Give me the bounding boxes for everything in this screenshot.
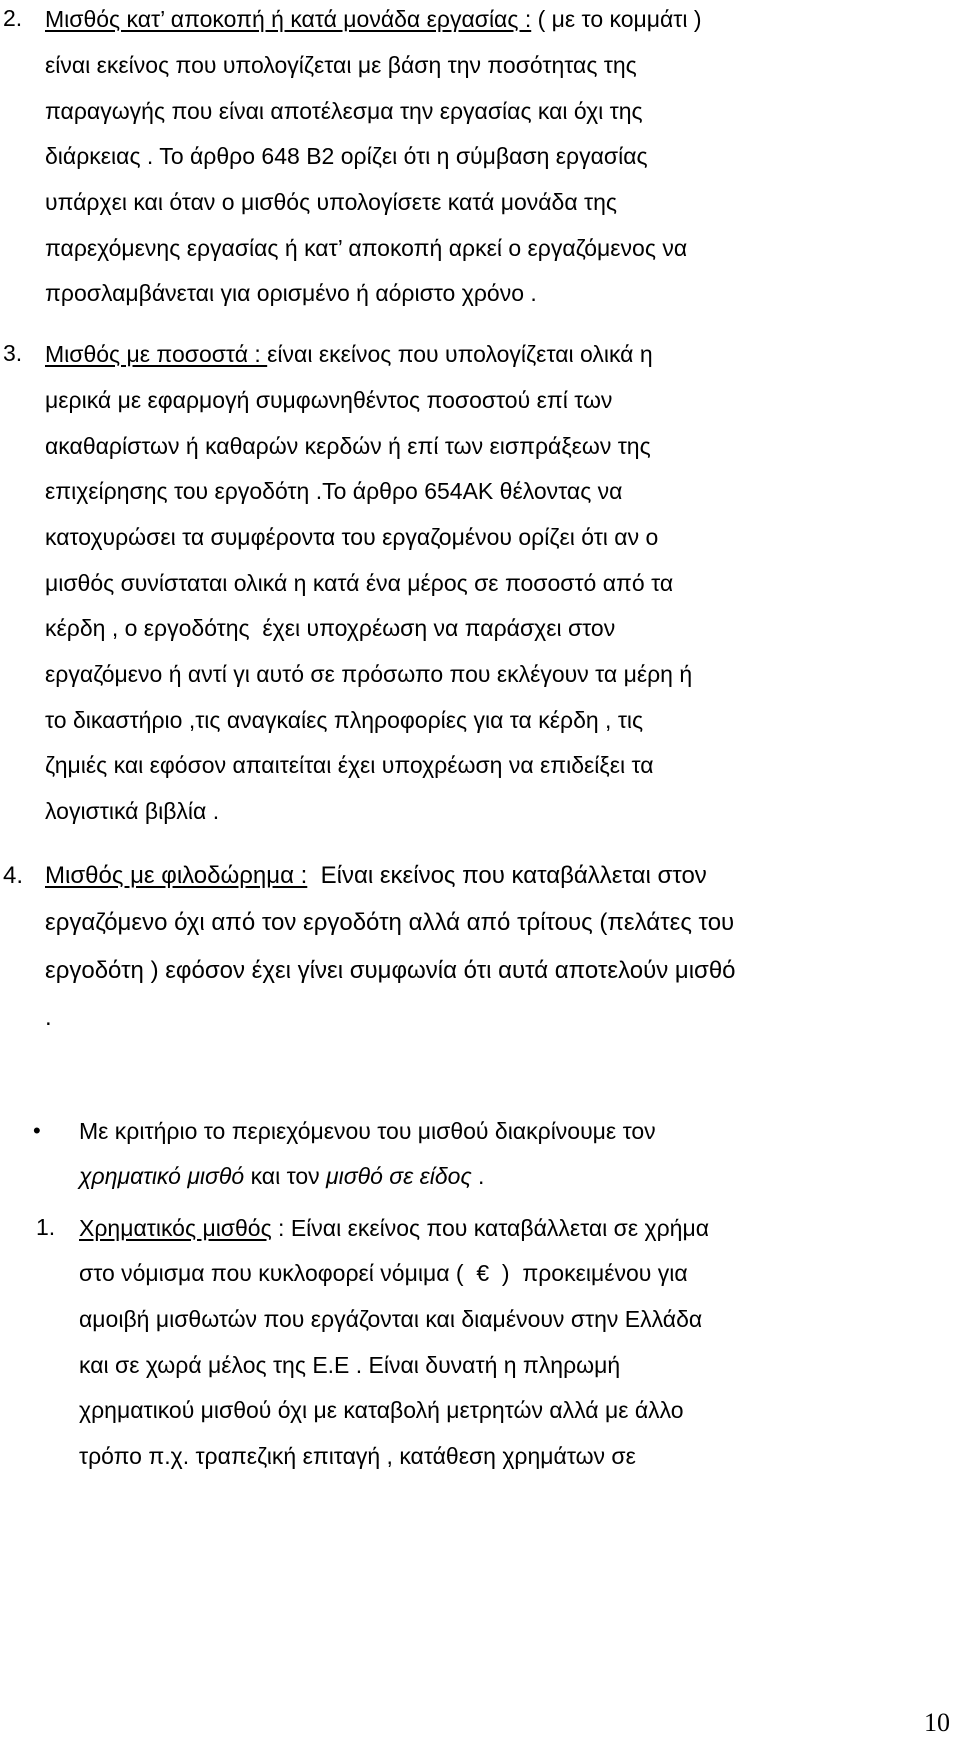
text-run: είναι εκείνος που υπολογίζεται ολικά η: [267, 341, 653, 367]
underlined-heading: Χρηματικός μισθός: [79, 1215, 272, 1241]
text-line: [45, 660, 692, 688]
item-number: 2.: [3, 5, 23, 31]
text-line: [79, 1259, 688, 1287]
text-run: κατοχυρώσει τα συμφέροντα του εργαζομένου ορίζει ότι αν ο: [45, 524, 659, 550]
text-line: [45, 188, 617, 216]
text-run: Με κριτήριο το περιεχόμενου του μισθού διακρίνουμε τον: [79, 1118, 656, 1144]
text-run: εργοδότη ) εφόσον έχει γίνει συμφωνία ότι αυτά αποτελούν μισθό: [45, 957, 736, 984]
text-line: [45, 279, 537, 307]
item-number: 4.: [3, 862, 24, 889]
text-line: [45, 5, 702, 33]
text-run: εργαζόμενο ή αντί γι αυτό σε πρόσωπο που εκλέγουν τα μέρη ή: [45, 661, 693, 687]
text-run: ζημιές και εφόσον απαιτείται έχει υποχρέωση να επιδείξει τα: [45, 752, 654, 778]
text-run: και τον: [244, 1163, 327, 1189]
text-run: Είναι εκείνος που καταβάλλεται στον: [307, 862, 707, 889]
text-line: [45, 614, 615, 642]
text-line: [45, 862, 707, 890]
bullet-dot: •: [33, 1118, 41, 1143]
text-run: είναι εκείνος που υπολογίζεται με βάση την ποσότητας της: [45, 52, 637, 78]
text-run: κέρδη , ο εργοδότης έχει υποχρέωση να παράσχει στον: [45, 615, 616, 641]
text-line: [45, 957, 736, 985]
text-run: μερικά με εφαρμογή συμφωνηθέντος ποσοστού επί των: [45, 387, 613, 413]
underlined-heading: Μισθός κατ’ αποκοπή ή κατά μονάδα εργασίας :: [45, 6, 532, 32]
text-line: [79, 1162, 484, 1190]
item-number: 1.: [36, 1214, 56, 1240]
text-run: παρεχόμενης εργασίας ή κατ’ αποκοπή αρκεί ο εργαζόμενος να: [45, 235, 688, 261]
text-line: [45, 477, 622, 505]
text-run: χρηματικού μισθού όχι με καταβολή μετρητών αλλά με άλλο: [79, 1397, 684, 1423]
text-line: [45, 97, 643, 125]
text-run: τρόπο π.χ. τραπεζική επιταγή , κατάθεση χρημάτων σε: [79, 1443, 636, 1469]
text-line: [79, 1396, 684, 1424]
item-number: 3.: [3, 340, 23, 366]
text-run: προσλαμβάνεται για ορισμένο ή αόριστο χρόνο .: [45, 280, 537, 306]
text-run: και σε χωρά μέλος της Ε.Ε . Είναι δυνατή η πληρωμή: [79, 1352, 621, 1378]
italic-term: χρηματικό μισθό: [79, 1163, 245, 1189]
text-run: ( με το κομμάτι ): [531, 6, 702, 32]
text-run: λογιστικά βιβλία .: [45, 798, 220, 824]
text-line: [79, 1214, 709, 1242]
text-run: .: [471, 1163, 485, 1189]
text-run: υπάρχει και όταν ο μισθός υπολογίσετε κατά μονάδα της: [45, 189, 618, 215]
text-run: διάρκειας . Το άρθρο 648 Β2 ορίζει ότι η σύμβαση εργασίας: [45, 143, 648, 169]
text-run: εργαζόμενο όχι από τον εργοδότη αλλά από τρίτους (πελάτες του: [45, 909, 735, 936]
text-run: το δικαστήριο ,τις αναγκαίες πληροφορίες για τα κέρδη , τις: [45, 707, 644, 733]
text-line: [79, 1117, 656, 1145]
text-line: [45, 1004, 52, 1032]
text-run: παραγωγής που είναι αποτέλεσμα την εργασίας και όχι της: [45, 98, 643, 124]
text-line: [45, 51, 637, 79]
text-run: ακαθαρίστων ή καθαρών κερδών ή επί των εισπράξεων της: [45, 433, 651, 459]
text-run: επιχείρησης του εργοδότη .Το άρθρο 654ΑΚ θέλοντας να: [45, 478, 623, 504]
text-line: [45, 432, 651, 460]
text-line: [45, 386, 612, 414]
text-line: [45, 523, 658, 551]
text-line: [79, 1442, 636, 1470]
text-line: [45, 751, 654, 779]
text-line: [45, 706, 643, 734]
text-run: : Είναι εκείνος που καταβάλλεται σε χρήμα: [271, 1215, 710, 1241]
text-line: [45, 569, 673, 597]
text-run: .: [45, 1004, 52, 1031]
text-line: [45, 797, 219, 825]
underlined-heading: Μισθός με φιλοδώρημα :: [45, 862, 308, 889]
text-line: [45, 142, 648, 170]
page-number: 10: [924, 1708, 950, 1737]
text-line: [45, 909, 734, 937]
text-line: [79, 1351, 620, 1379]
text-run: μισθός συνίσταται ολικά η κατά ένα μέρος σε ποσοστό από τα: [45, 570, 674, 596]
text-run: αμοιβή μισθωτών που εργάζονται και διαμένουν στην Ελλάδα: [79, 1306, 703, 1332]
text-line: [79, 1305, 702, 1333]
text-line: [45, 340, 653, 368]
text-run: στο νόμισμα που κυκλοφορεί νόμιμα ( € ) προκειμένου για: [79, 1260, 688, 1286]
underlined-heading: Μισθός με ποσοστά :: [45, 341, 268, 367]
text-line: [45, 234, 687, 262]
italic-term: μισθό σε είδος: [326, 1163, 472, 1189]
